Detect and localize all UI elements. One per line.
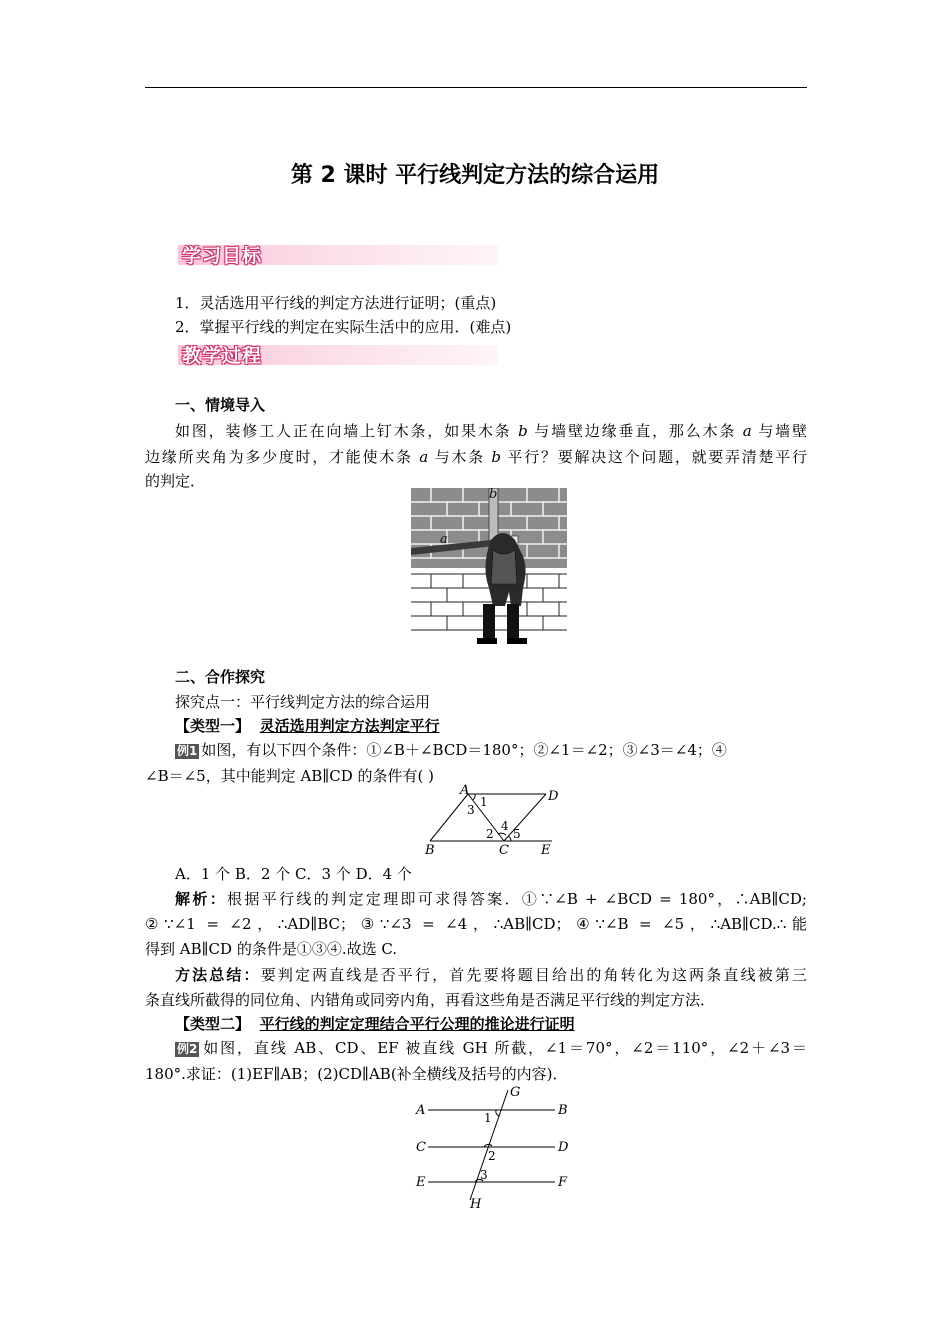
- intro-line-3: 的判定．: [145, 472, 206, 490]
- intro-line-2: 边缘所夹角为多少度时，才能使木条 a 与木条 b 平行？要解决这个问题，就要弄清楚平行: [145, 448, 807, 466]
- example-1-line-2: ∠B＝∠5，其中能判定 AB∥CD 的条件有( ): [145, 767, 435, 785]
- figure-three-lines-transversal: [410, 1082, 575, 1210]
- fig2-angle-2: 2: [488, 1149, 496, 1163]
- fig2-label-g: G: [510, 1085, 521, 1100]
- banner-teaching-process: 教学过程: [178, 345, 498, 365]
- fig1-label-a: A: [460, 784, 470, 798]
- fig1-angle-3: 3: [467, 803, 475, 817]
- fig2-label-e: E: [416, 1175, 426, 1190]
- fig1-angle-1: 1: [480, 795, 488, 809]
- wood-strip-b-label: b: [489, 488, 498, 502]
- wood-strip-a-label: a: [440, 532, 448, 547]
- header-rule: [145, 87, 807, 88]
- section-2-heading: 二、合作探究: [175, 668, 266, 686]
- summary-line-2: 条直线所截得的同位角、内错角或同旁内角，再看这些角是否满足平行线的判定方法．: [145, 991, 716, 1009]
- exploration-point-1: 探究点一：平行线判定方法的综合运用: [175, 693, 431, 711]
- fig2-label-d: D: [558, 1140, 569, 1155]
- analysis-line-2: ②∵∠1 = ∠2，∴AD∥BC；③∵∠3 = ∠4，∴AB∥CD；④∵∠B = ∠5，∴AB∥CD.∴能: [145, 915, 807, 933]
- example-2-line-1: 例2 如图，直线 AB、CD、EF 被直线 GH 所截，∠1＝70°，∠2＝110°，∠2＋∠3＝: [177, 1039, 807, 1057]
- example-2-line-2: 180°.求证：(1)EF∥AB；(2)CD∥AB(补全横线及括号的内容)．: [145, 1065, 568, 1083]
- page-title: 第 2 课时 平行线判定方法的综合运用: [290, 163, 660, 188]
- intro-line-1: 如图，装修工人正在向墙上钉木条，如果木条 b 与墙壁边缘垂直，那么木条 a 与墙壁: [175, 422, 807, 440]
- fig2-label-a: A: [416, 1103, 426, 1118]
- example-badge: 例2: [177, 1042, 198, 1056]
- summary-line-1: 方法总结：要判定两直线是否平行，首先要将题目给出的角转化为这两条直线被第三: [175, 966, 807, 984]
- fig2-label-h: H: [470, 1197, 482, 1210]
- example-badge: 例1: [177, 744, 198, 758]
- fig1-label-b: B: [425, 843, 435, 858]
- figure-parallelogram: [420, 784, 560, 858]
- fig1-label-d: D: [548, 789, 559, 804]
- goal-2: 2．掌握平行线的判定在实际生活中的应用．(难点): [175, 318, 512, 336]
- fig2-label-f: F: [558, 1175, 568, 1190]
- goal-1: 1．灵活选用平行线的判定方法进行证明；(重点): [175, 294, 497, 312]
- analysis-line-3: 得到 AB∥CD 的条件是①③④.故选 C.: [145, 940, 398, 958]
- fig1-label-e: E: [541, 843, 551, 858]
- fig2-label-c: C: [416, 1140, 426, 1155]
- example-1-line-1: 例1 如图，有以下四个条件：①∠B＋∠BCD＝180°；②∠1＝∠2；③∠3＝∠4；④: [177, 741, 727, 759]
- banner-learning-goals: 学习目标: [178, 245, 498, 265]
- section-1-heading: 一、情境导入: [175, 396, 266, 414]
- fig1-angle-4: 4: [501, 819, 509, 833]
- worker-wall-photo: [411, 488, 567, 646]
- fig2-angle-1: 1: [484, 1111, 492, 1125]
- fig2-angle-3: 3: [480, 1168, 488, 1182]
- fig1-label-c: C: [499, 843, 509, 858]
- example-1-choices: A．1 个 B．2 个 C．3 个 D．4 个: [175, 865, 412, 883]
- type-2-heading: 【类型二】 平行线的判定定理结合平行公理的推论进行证明: [175, 1015, 575, 1033]
- analysis-line-1: 解析：根据平行线的判定定理即可求得答案．①∵∠B + ∠BCD = 180°，∴AB∥CD;: [175, 890, 807, 908]
- fig1-angle-5: 5: [513, 827, 521, 841]
- fig1-angle-2: 2: [486, 827, 494, 841]
- type-1-heading: 【类型一】 灵活选用判定方法判定平行: [175, 717, 440, 735]
- fig2-label-b: B: [558, 1103, 568, 1118]
